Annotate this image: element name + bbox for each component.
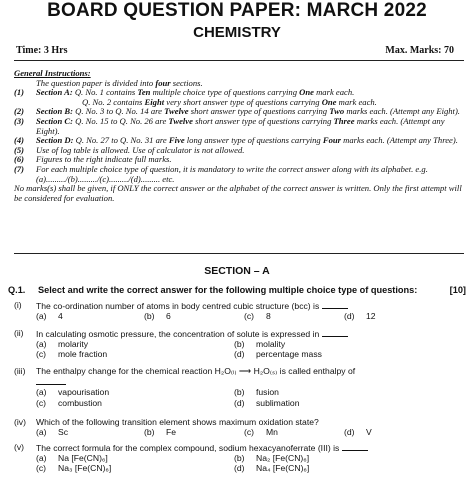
sub-question: (ii) In calculating osmotic pressure, the concentration of solute is expressed in (a) molarity (b) molality (c) mole fraction (d) percentage mass	[14, 328, 466, 360]
option-text: Na₂ [Fe(CN)₆]	[256, 453, 310, 464]
option-text: Na₃ [Fe(CN)₆]	[58, 463, 112, 474]
answer-blank	[322, 300, 348, 309]
option-text: percentage mass	[256, 349, 322, 360]
sub-question: (iv) Which of the following transition element shows maximum oxidation state? (a) Sc (b) Fe (c) Mn (d) V	[14, 417, 372, 438]
option-text: 8	[266, 311, 271, 322]
option-text: fusion	[256, 387, 279, 398]
general-instructions	[14, 69, 466, 203]
instructions-note: No marks(s) shall be given, if ONLY the correct answer or the alphabet of the correct answer is written. Only the first attempt will be considered for evaluation.	[14, 183, 462, 203]
instructions-divider	[14, 253, 464, 254]
option-text: molality	[256, 339, 286, 350]
answer-blank	[322, 328, 348, 337]
question-number: Q.1.	[8, 285, 26, 295]
max-marks-label: Max. Marks: 70	[385, 45, 454, 56]
option-text: molarity	[58, 339, 89, 350]
answer-blank	[36, 376, 66, 385]
option-text: vapourisation	[58, 387, 110, 398]
instruction-item: (7) For each multiple choice type of question, it is mandatory to write the correct answer along with its alphabet. e.g. (a)........./(b)........./(c)........./(d)......... etc.	[14, 163, 428, 184]
time-label: Time: 3 Hrs	[16, 45, 68, 56]
instruction-item: (1) Section A: Q. No. 1 contains Ten multiple choice type of questions carrying One mark each. Q. No. 2 contains Eight very short answer type of questions carrying One mark each.	[14, 87, 377, 107]
instruction-item: (3) Section C: Q. No. 15 to Q. No. 26 are Twelve short answer type of questions carrying Three marks each. (Attempt any Eight).	[14, 115, 445, 136]
instruction-item: (4) Section D: Q. No. 27 to Q. No. 31 are Five long answer type of questions carrying Four marks each. (Attempt any Three).	[14, 135, 458, 146]
option-text: Mn	[266, 427, 278, 438]
option-text: mole fraction	[58, 349, 108, 360]
option-text: 6	[166, 311, 171, 322]
option-text: 12	[366, 311, 376, 322]
option-text: Fe	[166, 427, 177, 438]
paper-title: BOARD QUESTION PAPER: MARCH 2022	[47, 0, 427, 21]
option-text: combustion	[58, 397, 102, 408]
option-text: sublimation	[256, 397, 300, 408]
question-text: Select and write the correct answer for the following multiple choice type of questions:	[38, 285, 418, 295]
header-divider	[14, 60, 464, 61]
sub-question: (v) The correct formula for the complex compound, sodium hexacyanoferrate (III) is (a) Na [Fe(CN)₆] (b) Na₂ [Fe(CN)₆] (c) Na₃ [Fe(CN)₆] (d) Na₄ [Fe(CN)₆]	[14, 442, 466, 474]
instructions-heading: General Instructions:	[14, 68, 91, 78]
question-1	[8, 285, 466, 295]
question-marks: [10]	[449, 285, 466, 295]
subject-title: CHEMISTRY	[193, 24, 281, 41]
option-text: V	[366, 427, 372, 438]
option-text: 4	[58, 311, 63, 322]
sub-question: (i) The co-ordination number of atoms in body centred cubic structure (bcc) is (a) 4 (b) 6 (c) 8 (d) 12	[14, 300, 376, 322]
option-text: Na [Fe(CN)₆]	[58, 453, 108, 464]
option-text: Na₄ [Fe(CN)₆]	[256, 463, 310, 474]
option-text: Sc	[58, 427, 69, 438]
sub-question: (iii) The enthalpy change for the chemical reaction H₂O₍ₗ₎ ⟶ H₂O₍ₛ₎ is called enthalpy of (a) vapourisation (b) fusion (c) combustion (d) sublimation	[14, 366, 356, 408]
instruction-item: (5) Use of log table is allowed. Use of calculator is not allowed.	[14, 144, 245, 155]
instruction-item: (2) Section B: Q. No. 3 to Q. No. 14 are Twelve short answer type of questions carrying Two marks each. (Attempt any Eight).	[14, 106, 460, 117]
section-heading: SECTION – A	[204, 265, 270, 277]
answer-blank	[342, 442, 368, 451]
instructions-intro: The question paper is divided into four sections.	[36, 77, 203, 88]
instruction-item: (6) Figures to the right indicate full marks.	[14, 154, 172, 165]
